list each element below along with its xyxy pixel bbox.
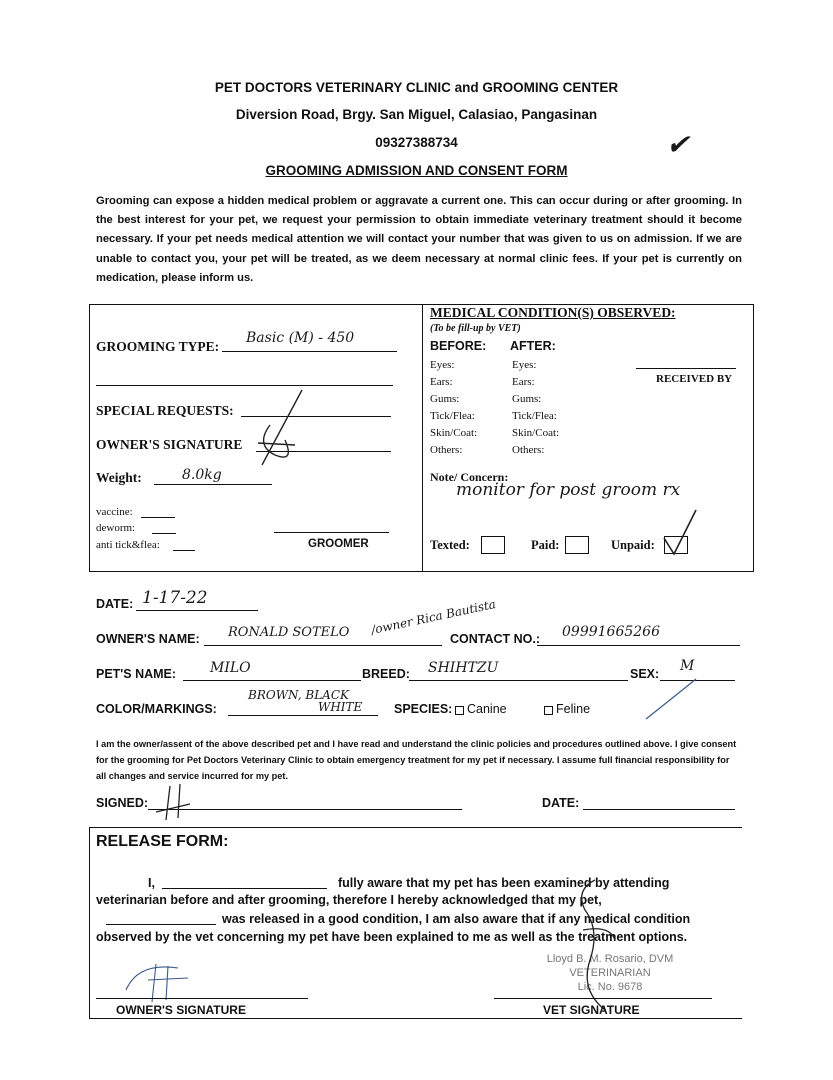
sex-value[interactable]: M (680, 658, 695, 674)
paid-checkbox[interactable] (565, 536, 589, 554)
release-line1: fully aware that my pet has been examined by attending (338, 876, 670, 890)
contact-label: CONTACT NO.: (450, 632, 541, 646)
signed-label: SIGNED: (96, 796, 149, 810)
vaccine-label: vaccine: (96, 506, 133, 518)
after-item: Others: (512, 444, 545, 456)
stamp-name: Lloyd B. M. Rosario, DVM (546, 953, 674, 965)
release-owner-signature-label: OWNER'S SIGNATURE (116, 1003, 246, 1017)
owner-signature-scribble (250, 385, 310, 475)
canine-label: Canine (467, 702, 507, 716)
species-label: SPECIES: (394, 702, 453, 716)
consent-paragraph: I am the owner/assent of the above described pet and I have read and understand the clinic policies and procedures outlined above. I give consent for the grooming for Pet Doctors Veterinary Clinic to obtain emergency treatment for my pet if necessary. I assume full financial responsibility for all changes and service incurred for my pet. (96, 739, 737, 781)
contact-value[interactable]: 09991665266 (562, 624, 660, 640)
canine-checkbox[interactable] (455, 706, 464, 715)
after-item: Eyes: (512, 359, 537, 371)
after-label: AFTER: (510, 339, 556, 353)
feline-checkbox[interactable] (544, 706, 553, 715)
release-vet-signature-label: VET SIGNATURE (543, 1003, 640, 1017)
before-item: Others: (430, 444, 463, 456)
pet-name-value[interactable]: MILO (210, 660, 251, 676)
received-by-label: RECEIVED BY (656, 373, 733, 385)
unpaid-check-mark (660, 508, 700, 558)
weight-label: Weight: (96, 470, 142, 485)
release-title: RELEASE FORM: (96, 833, 229, 850)
after-item: Gums: (512, 393, 542, 405)
owner-signature-label: OWNER'S SIGNATURE (96, 437, 243, 452)
breed-value[interactable]: SHIHTZU (428, 660, 499, 676)
after-item: Tick/Flea: (512, 410, 557, 422)
intro-paragraph: Grooming can expose a hidden medical problem or aggravate a current one. This can occur during or after grooming. In the best interest for your pet, we request your permission to obtain immediate veterinary treatment should it become necessary. If your pet needs medical attention we will contact your number that was given to us on admission. If we are unable to contact you, your pet will be treated, as we deem necessary at normal clinic fees. If your pet is currently on medication, please inform us. (96, 195, 742, 284)
before-item: Ears: (430, 376, 453, 388)
clinic-name: PET DOCTORS VETERINARY CLINIC and GROOMING CENTER (214, 80, 619, 95)
pet-name-label: PET'S NAME: (96, 667, 177, 681)
owner-alt-value[interactable]: /owner Rica Bautista (369, 596, 498, 638)
signed-scribble (150, 782, 200, 822)
deworm-label: deworm: (96, 522, 136, 534)
feline-label: Feline (556, 702, 591, 716)
stamp-title: VETERINARIAN (569, 967, 651, 979)
release-i-label: I, (148, 876, 155, 890)
grooming-type-value[interactable]: Basic (M) - 450 (246, 330, 355, 346)
color-markings-label: COLOR/MARKINGS: (96, 702, 217, 716)
groomer-label: GROOMER (308, 538, 369, 550)
texted-label: Texted: (430, 538, 470, 552)
medical-title: MEDICAL CONDITION(S) OBSERVED: (430, 305, 676, 320)
before-item: Gums: (430, 393, 460, 405)
before-list (430, 357, 477, 459)
texted-checkbox[interactable] (481, 536, 505, 554)
slash-mark (640, 675, 700, 725)
release-line2: veterinarian before and after grooming, therefore I hereby acknowledged that my pet, (96, 893, 602, 907)
color-value-2[interactable]: WHITE (318, 700, 363, 714)
consent-date-label: DATE: (542, 796, 580, 810)
anti-tick-label: anti tick&flea: (96, 539, 160, 551)
after-item: Ears: (512, 376, 535, 388)
special-requests-label: SPECIAL REQUESTS: (96, 403, 234, 418)
grooming-type-label: GROOMING TYPE: (96, 339, 220, 354)
color-value-1[interactable]: BROWN, BLACK (248, 688, 349, 702)
stamp-license: Lic. No. 9678 (577, 981, 643, 993)
owner-name-value[interactable]: RONALD SOTELO (228, 625, 350, 640)
breed-label: BREED: (362, 667, 410, 681)
date-label: DATE: (96, 597, 134, 611)
clinic-phone: 09327388734 (375, 135, 458, 150)
checkmark-icon: ✔ (666, 128, 690, 161)
unpaid-label: Unpaid: (611, 538, 655, 552)
paid-label: Paid: (531, 538, 560, 552)
clinic-address: Diversion Road, Brgy. San Miguel, Calasiao, Pangasinan (235, 107, 598, 122)
before-label: BEFORE: (430, 339, 487, 353)
note-value[interactable]: monitor for post groom rx (456, 480, 681, 500)
date-value[interactable]: 1-17-22 (142, 588, 208, 608)
release-line3: was released in a good condition, I am also aware that if any medical condition (222, 912, 691, 926)
after-item: Skin/Coat: (512, 427, 560, 439)
before-item: Eyes: (430, 359, 455, 371)
form-title: GROOMING ADMISSION AND CONSENT FORM (265, 163, 568, 178)
weight-value[interactable]: 8.0kg (182, 467, 222, 483)
owner-name-label: OWNER'S NAME: (96, 632, 200, 646)
before-item: Tick/Flea: (430, 410, 475, 422)
medical-subtitle: (To be fill-up by VET) (430, 323, 521, 334)
sex-label: SEX: (630, 667, 660, 681)
note-label: Note/ Concern: (430, 470, 509, 484)
after-list (512, 357, 559, 459)
before-item: Skin/Coat: (430, 427, 478, 439)
release-line4: observed by the vet concerning my pet have been explained to me as well as the treatment options. (96, 930, 688, 944)
